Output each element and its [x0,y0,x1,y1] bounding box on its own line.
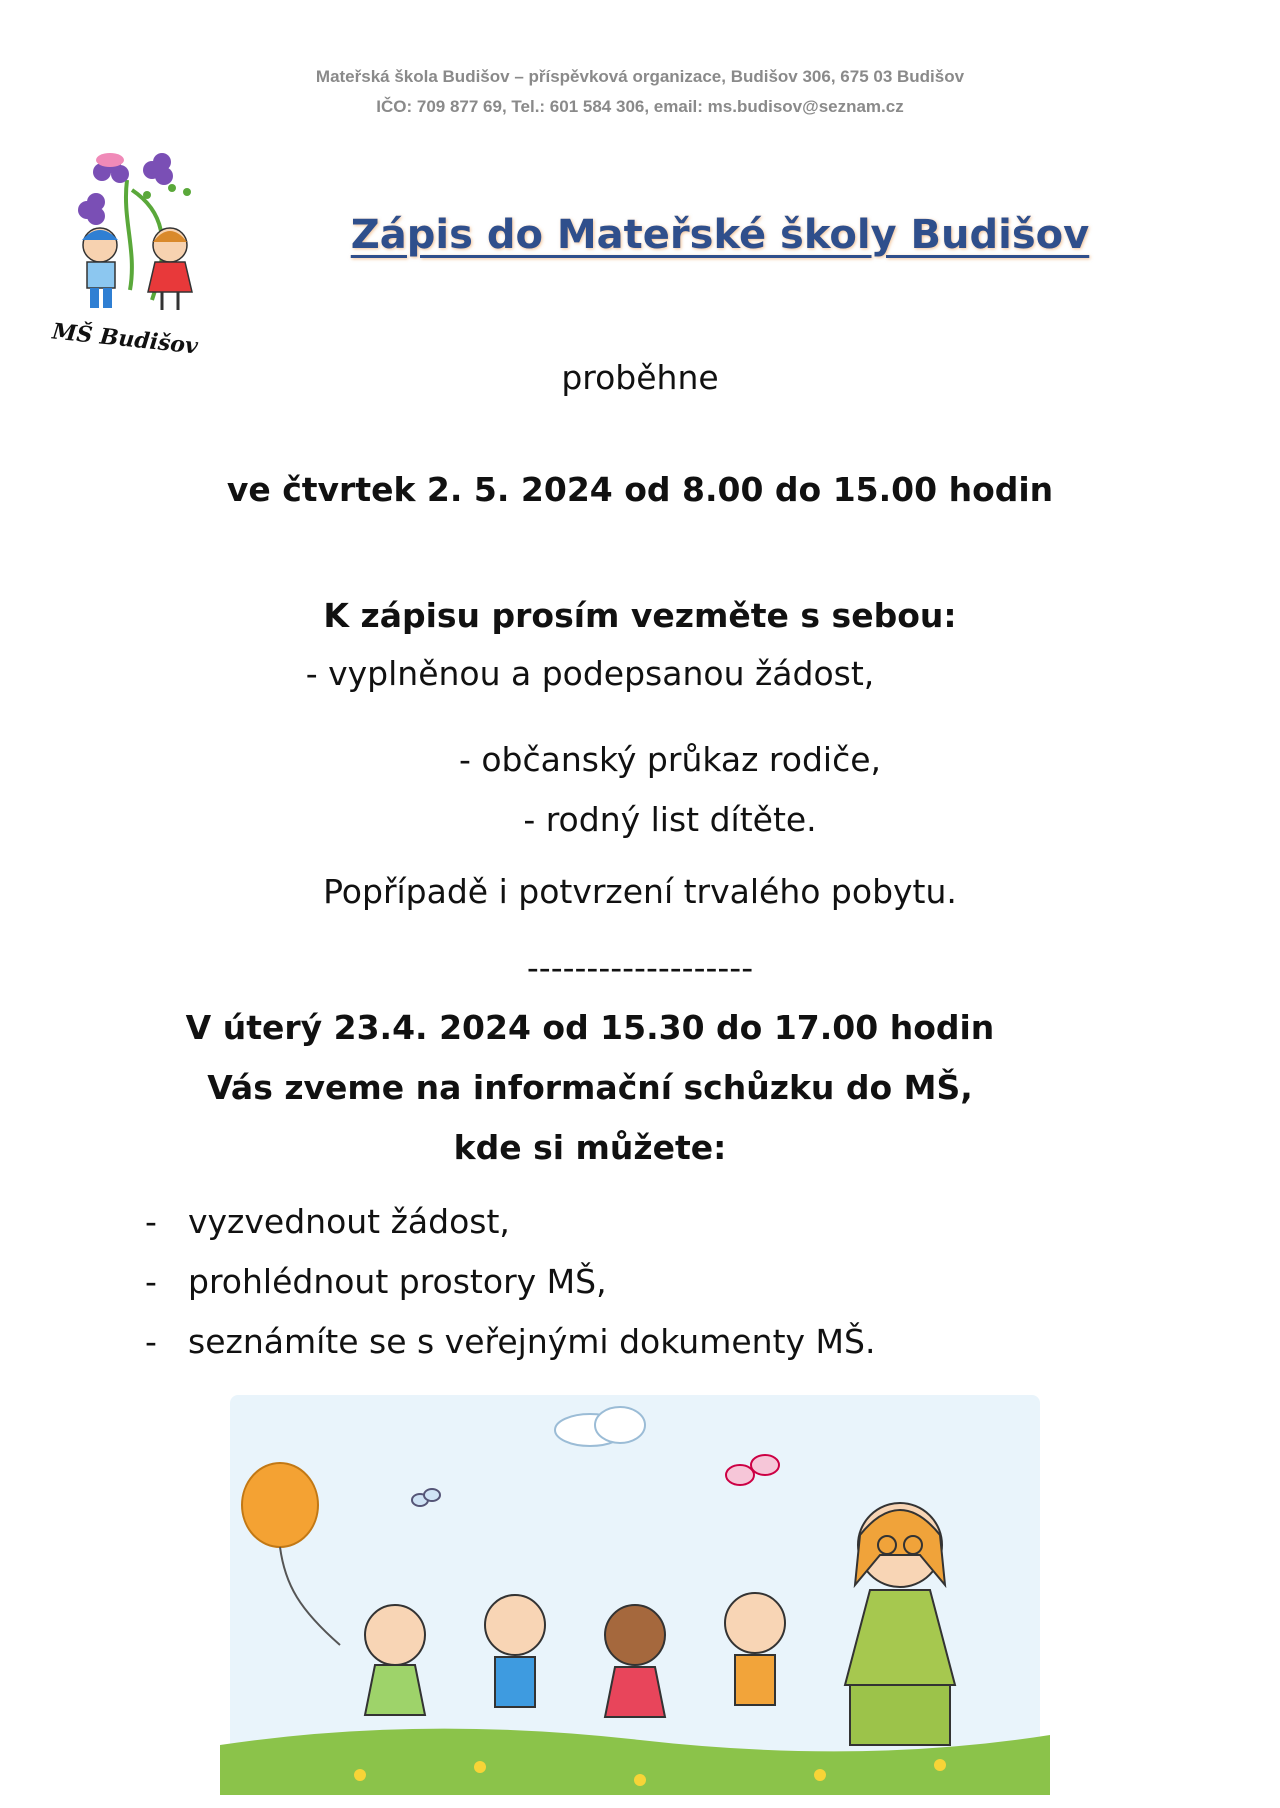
intro-text: proběhne [561,358,719,397]
optional-note: Popřípadě i potvrzení trvalého pobytu. [323,872,957,911]
bring-item-application: - vyplněnou a podepsanou žádost, [305,654,875,693]
page-title: Zápis do Mateřské školy Budišov [350,212,1090,258]
header-line-address: Mateřská škola Budišov – příspěvková organizace, Budišov 306, 675 03 Budišov [315,67,965,86]
children-with-teacher-illustration [220,1395,1050,1795]
school-header [0,62,1280,122]
bring-item-birth-certificate: - rodný list dítěte. [523,800,817,839]
separator: ------------------- [526,948,754,987]
enrollment-date: ve čtvrtek 2. 5. 2024 od 8.00 do 15.00 hodin [226,470,1054,509]
meeting-date: V úterý 23.4. 2024 od 15.30 do 17.00 hodin [185,1008,995,1047]
meeting-invite: Vás zveme na informační schůzku do MŠ, [207,1068,973,1107]
meeting-subheading: kde si můžete: [453,1128,727,1167]
list-item: - vyzvednout žádost, [145,1202,510,1241]
meeting-list [145,1192,875,1372]
bring-item-id-card: - občanský průkaz rodiče, [458,740,882,779]
logo-label: MŠ Budišov [51,318,200,360]
list-item: - seznámíte se s veřejnými dokumenty MŠ. [145,1322,876,1361]
list-item: - prohlédnout prostory MŠ, [145,1262,607,1301]
header-line-contact: IČO: 709 877 69, Tel.: 601 584 306, email: ms.budisov@seznam.cz [376,97,904,116]
bring-heading: K zápisu prosím vezměte s sebou: [323,596,957,635]
